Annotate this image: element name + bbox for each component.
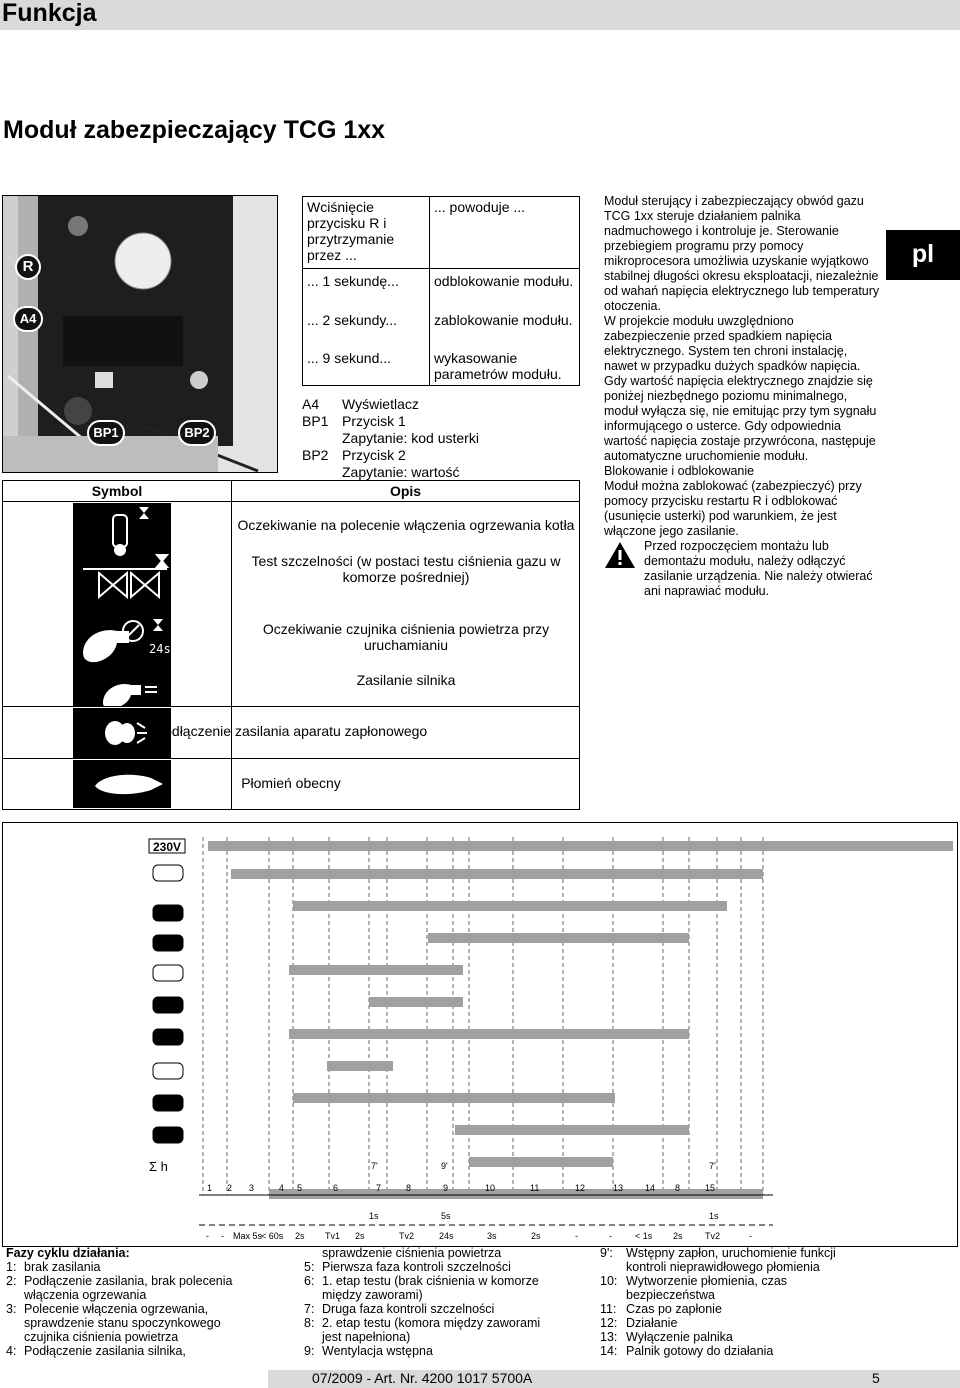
phase-text: 1. etap testu (brak ciśnienia w komorze	[322, 1274, 539, 1288]
signal-bar	[327, 1061, 393, 1071]
timing-chart	[3, 823, 957, 1246]
display-value: 24s	[149, 642, 171, 656]
legend-key: BP2	[302, 447, 329, 463]
pressure-switch-icon	[153, 1029, 183, 1045]
phase-text: brak zasilania	[24, 1260, 101, 1274]
phase-number-label: 14	[645, 1183, 656, 1193]
timing-label: 2s	[531, 1231, 541, 1241]
igniter-icon	[153, 935, 183, 951]
interval-mark: 9'	[441, 1161, 448, 1171]
phase-number: 6:	[304, 1274, 315, 1288]
description	[604, 194, 880, 599]
timing-label: -	[609, 1231, 612, 1241]
symbol-desc: Test szczelności (w postaci testu ciśnienia gazu w komorze pośredniej)	[251, 553, 561, 585]
phase-text: Wstępny zapłon, uruchomienie funkcji	[626, 1246, 836, 1260]
phase-legend-title: Fazy cyklu działania:	[6, 1246, 130, 1260]
signal-bar	[289, 965, 463, 975]
phase-legend-col1	[6, 1246, 296, 1358]
symbol-desc: Oczekiwanie na polecenie włączenia ogrzewania kotła	[237, 517, 575, 533]
label-a4: A4	[13, 306, 43, 332]
timing-label: Max 5s	[233, 1231, 263, 1241]
button-table-head-right: ... powoduje ...	[434, 199, 526, 215]
fan-motor-icon	[103, 684, 157, 706]
thermostat-hourglass-icon	[113, 507, 149, 556]
label-r: R	[15, 254, 41, 280]
valves-icon-2	[153, 997, 183, 1013]
phase-number-label: 11	[530, 1183, 540, 1193]
phase-number: 10:	[600, 1274, 618, 1288]
phase-number: 9':	[600, 1246, 613, 1260]
phase-text: 2. etap testu (komora między zaworami	[322, 1316, 541, 1330]
module-photo	[2, 195, 278, 473]
timing-label: Tv2	[399, 1231, 415, 1241]
photo-legend	[302, 396, 580, 481]
button-table-effect: zablokowanie modułu.	[434, 312, 573, 328]
warning-box	[604, 539, 880, 599]
interval-submark: 5s	[441, 1211, 451, 1221]
phase-text: Pierwsza faza kontroli szczelności	[322, 1260, 511, 1274]
timing-label: 2s	[295, 1231, 305, 1241]
phase-text: Działanie	[626, 1316, 678, 1330]
phase-number-label: 1	[207, 1183, 213, 1193]
interval-submark: 1s	[709, 1211, 719, 1221]
button-table-effect: wykasowanie parametrów modułu.	[434, 350, 562, 382]
phase-number: 9:	[304, 1344, 315, 1358]
label-bp1: BP1	[87, 420, 125, 446]
symbol-cell	[73, 503, 171, 706]
signal-bar	[293, 1093, 615, 1103]
language-tab: pl	[886, 230, 960, 280]
signal-bar	[469, 1157, 613, 1167]
interval-submark: 1s	[369, 1211, 379, 1221]
timing-diagram	[2, 822, 958, 1247]
signal-bar	[428, 933, 689, 943]
phase-number-label: 9	[443, 1183, 449, 1193]
phase-text: kontroli nieprawidłowego płomienia	[626, 1260, 820, 1274]
phase-number: 3:	[6, 1302, 17, 1316]
phase-number-label: 7	[376, 1183, 382, 1193]
signal-bar	[369, 997, 463, 1007]
phase-text: jest napełniona)	[322, 1330, 411, 1344]
section-title: Funkcja	[2, 0, 97, 27]
phase-text: Palnik gotowy do działania	[626, 1344, 774, 1358]
legend-text: Przycisk 2	[342, 447, 406, 463]
label-bp2: BP2	[178, 420, 216, 446]
phase-text: włączenia ogrzewania	[24, 1288, 147, 1302]
timing-label: Tv2	[705, 1231, 721, 1241]
warning-icon	[604, 541, 636, 569]
flame-icon	[153, 1095, 183, 1111]
phase-text: między zaworami)	[322, 1288, 423, 1302]
phase-number-label: 12	[575, 1183, 586, 1193]
module-photo-drawing	[3, 196, 278, 473]
legend-key: A4	[302, 396, 320, 412]
phase-number-label: 4	[279, 1183, 285, 1193]
legend-key: BP1	[302, 413, 329, 429]
symbol-desc: Oczekiwanie czujnika ciśnienia powietrza przy uruchamianiu	[262, 621, 550, 653]
fan-pressure-switch-icon	[83, 619, 171, 662]
signal-bar	[208, 841, 953, 851]
timing-label: 2s	[355, 1231, 365, 1241]
symbol-column-header: Symbol	[91, 483, 143, 499]
warning-text: Przed rozpoczęciem montażu lub demontażu modułu, należy odłączyć zasilanie urządzenia. Nie należy otwierać ani naprawiać modułu.	[644, 539, 873, 598]
timing-label: < 60s	[261, 1231, 284, 1241]
description-p3: Moduł można zablokować (zabezpieczyć) przy pomocy przycisku restartu R i odblokować (usunięcie usterki) pod warunkiem, że jest włączone jego zasilanie.	[604, 479, 862, 538]
phase-number-label: 3	[249, 1183, 255, 1193]
button-table-press: ... 9 sekund...	[307, 350, 392, 366]
legend-text: Wyświetlacz	[342, 396, 419, 412]
timing-label: 24s	[439, 1231, 454, 1241]
phase-text: czujnika ciśnienia powietrza	[24, 1330, 179, 1344]
interval-mark: 7'	[709, 1161, 716, 1171]
symbol-table	[2, 480, 580, 810]
timing-label: -	[206, 1231, 209, 1241]
legend-text: Zapytanie: wartość	[342, 464, 460, 480]
phase-text: Podłączenie zasilania silnika,	[24, 1344, 186, 1358]
button-table-head-left: Wciśnięcie przycisku R i przytrzymanie przez ...	[307, 199, 395, 263]
indicator-icon	[153, 1127, 183, 1143]
phase-text: Wentylacja wstępna	[322, 1344, 433, 1358]
phase-number: 2:	[6, 1274, 17, 1288]
interval-mark: 7'	[371, 1161, 378, 1171]
phase-number-label: 5	[297, 1183, 303, 1193]
phase-number: 12:	[600, 1316, 618, 1330]
button-table-press: ... 1 sekundę...	[307, 273, 399, 289]
phase-text: Czas po zapłonie	[626, 1302, 722, 1316]
phase-number-label: 13	[613, 1183, 624, 1193]
description-p1: Moduł sterujący i zabezpieczający obwód gazu TCG 1xx steruje działaniem palnika nadmuchowego i kontroluje je. Sterowanie przebiegiem programu przy pomocy mikroprocesora umożliwia uzyskanie wyjątkowo stabilnej długości okresu eksploatacji, niezależnie od wahań napięcia elektrycznego lub temperatury otoczenia.	[604, 194, 880, 313]
thermostat-icon	[153, 865, 183, 881]
phase-text: sprawdzenie ciśnienia powietrza	[322, 1246, 502, 1260]
phase-number-label: 8	[675, 1183, 681, 1193]
timing-label: Tv1	[325, 1231, 341, 1241]
footer	[268, 1370, 960, 1388]
footer-doc-number: 07/2009 - Art. Nr. 4200 1017 5700A	[312, 1370, 533, 1386]
description-p3-title: Blokowanie i odblokowanie	[604, 464, 755, 478]
page-number: 5	[872, 1370, 880, 1386]
timing-label: < 1s	[635, 1231, 653, 1241]
phase-text: Wyłączenie palnika	[626, 1330, 733, 1344]
phase-number-label: 2	[227, 1183, 233, 1193]
signal-bar	[269, 1189, 763, 1199]
timing-label: -	[749, 1231, 752, 1241]
timing-label: 3s	[487, 1231, 497, 1241]
valves-icon-1	[153, 965, 183, 981]
phase-number: 4:	[6, 1344, 17, 1358]
symbol-cell-icons	[73, 503, 171, 706]
phase-number: 5:	[304, 1260, 315, 1274]
gas-valves-icon	[83, 555, 167, 597]
legend-text: Zapytanie: kod usterki	[342, 430, 479, 446]
phase-text: Polecenie włączenia ogrzewania,	[24, 1302, 209, 1316]
symbol-desc: Płomień obecny	[241, 775, 341, 791]
phase-number: 1:	[6, 1260, 17, 1274]
symbol-desc: Podłączenie zasilania aparatu zapłonowego	[154, 723, 428, 739]
description-p2: W projekcie modułu uwzględniono zabezpieczenie przed spadkiem napięcia elektrycznego. System ten chroni instalację, nawet w przypadku dużych spadków napięcia. Gdy wartość napięcia elektrycznego znajdzie się poniżej niezbędnego poziomu minimalnego, moduł wyłącza się, nie emitując przy tym sygnału informującego o usterce. Gdy odpowiednia wartość napięcia zostaje przywrócona, następuje automatyczne uruchomienie modułu.	[604, 314, 877, 463]
timing-label: -	[575, 1231, 578, 1241]
symbol-desc: Zasilanie silnika	[356, 672, 456, 688]
button-table	[302, 196, 580, 386]
phase-text: Podłączenie zasilania, brak polecenia	[24, 1274, 233, 1288]
button-table-press: ... 2 sekundy...	[307, 312, 398, 328]
sum-hours-label: Σ h	[149, 1159, 168, 1174]
phase-text: sprawdzenie stanu spoczynkowego	[24, 1316, 221, 1330]
phase-number: 8:	[304, 1316, 315, 1330]
phase-number-label: 10	[485, 1183, 496, 1193]
description-column-header: Opis	[389, 483, 422, 499]
legend-text: Przycisk 1	[342, 413, 406, 429]
phase-number: 14:	[600, 1344, 618, 1358]
signal-bar	[231, 869, 763, 879]
timing-label: -	[221, 1231, 224, 1241]
page-title: Moduł zabezpieczający TCG 1xx	[3, 116, 386, 144]
phase-number: 11:	[600, 1302, 617, 1316]
section-header	[0, 0, 960, 30]
phase-number-label: 8	[406, 1183, 412, 1193]
phase-legend-col3	[600, 1246, 956, 1358]
fan-icon	[153, 905, 183, 921]
signal-bar	[455, 1125, 689, 1135]
voltage-label: 230V	[153, 840, 182, 854]
signal-bar	[293, 901, 727, 911]
phase-number: 13:	[600, 1330, 618, 1344]
signal-bar	[289, 1029, 689, 1039]
phase-number: 7:	[304, 1302, 315, 1316]
phase-text: bezpieczeństwa	[626, 1288, 715, 1302]
fan-pressure-icon	[153, 1063, 183, 1079]
timing-label: 2s	[673, 1231, 683, 1241]
phase-number-label: 6	[333, 1183, 339, 1193]
button-table-effect: odblokowanie modułu.	[434, 273, 574, 289]
phase-text: Wytworzenie płomienia, czas	[626, 1274, 788, 1288]
phase-text: Druga faza kontroli szczelności	[322, 1302, 495, 1316]
phase-number-label: 15	[705, 1183, 716, 1193]
phase-legend-col2	[304, 1246, 594, 1358]
